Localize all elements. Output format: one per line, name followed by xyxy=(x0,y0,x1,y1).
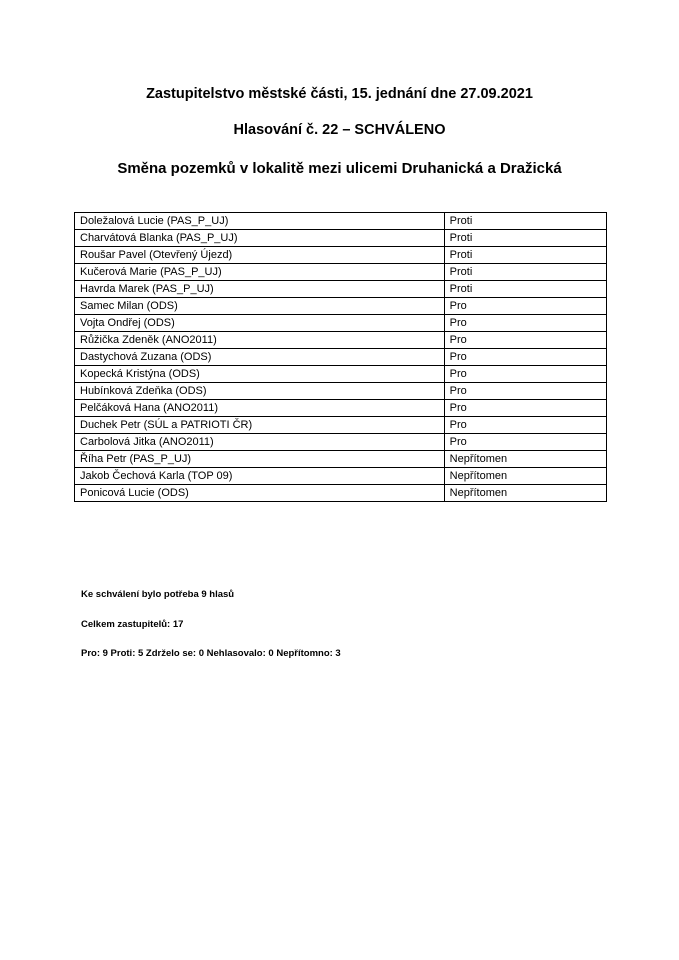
member-vote-cell: Pro xyxy=(444,400,606,417)
vote-counts-text: Pro: 9 Proti: 5 Zdrželo se: 0 Nehlasovalo: 0 Nepřítomno: 3 xyxy=(81,648,341,659)
member-vote-cell: Pro xyxy=(444,349,606,366)
table-row xyxy=(75,400,607,417)
table-row xyxy=(75,434,607,451)
meeting-title: Zastupitelstvo městské části, 15. jednání dne 27.09.2021 xyxy=(146,86,533,102)
member-name-cell: Samec Milan (ODS) xyxy=(75,298,445,315)
member-name-cell: Vojta Ondřej (ODS) xyxy=(75,315,445,332)
member-vote-cell: Pro xyxy=(444,332,606,349)
table-row xyxy=(75,451,607,468)
member-vote-cell: Pro xyxy=(444,383,606,400)
table-row xyxy=(75,366,607,383)
member-name-cell: Doležalová Lucie (PAS_P_UJ) xyxy=(75,213,445,230)
table-row xyxy=(75,383,607,400)
table-row xyxy=(75,247,607,264)
table-row xyxy=(75,264,607,281)
votes-table xyxy=(74,212,607,502)
required-votes-text: Ke schválení bylo potřeba 9 hlasů xyxy=(81,589,235,600)
member-vote-cell: Pro xyxy=(444,315,606,332)
member-vote-cell: Pro xyxy=(444,417,606,434)
member-vote-cell: Nepřítomen xyxy=(444,451,606,468)
total-members-text: Celkem zastupitelů: 17 xyxy=(81,619,184,630)
member-name-cell: Růžička Zdeněk (ANO2011) xyxy=(75,332,445,349)
member-vote-cell: Proti xyxy=(444,281,606,298)
table-row xyxy=(75,315,607,332)
votes-table-body xyxy=(75,213,607,502)
member-name-cell: Kopecká Kristýna (ODS) xyxy=(75,366,445,383)
table-row xyxy=(75,349,607,366)
table-row xyxy=(75,281,607,298)
member-name-cell: Hubínková Zdeňka (ODS) xyxy=(75,383,445,400)
member-name-cell: Jakob Čechová Karla (TOP 09) xyxy=(75,468,445,485)
table-row xyxy=(75,417,607,434)
member-name-cell: Roušar Pavel (Otevřený Újezd) xyxy=(75,247,445,264)
member-name-cell: Duchek Petr (SÚL a PATRIOTI ČR) xyxy=(75,417,445,434)
member-name-cell: Carbolová Jitka (ANO2011) xyxy=(75,434,445,451)
member-name-cell: Havrda Marek (PAS_P_UJ) xyxy=(75,281,445,298)
vote-subject: Směna pozemků v lokalitě mezi ulicemi Druhanická a Dražická xyxy=(117,160,562,177)
member-name-cell: Pelčáková Hana (ANO2011) xyxy=(75,400,445,417)
member-name-cell: Říha Petr (PAS_P_UJ) xyxy=(75,451,445,468)
table-row xyxy=(75,230,607,247)
table-row xyxy=(75,485,607,502)
member-name-cell: Dastychová Zuzana (ODS) xyxy=(75,349,445,366)
member-name-cell: Ponicová Lucie (ODS) xyxy=(75,485,445,502)
vote-number-result: Hlasování č. 22 – SCHVÁLENO xyxy=(233,122,446,138)
member-vote-cell: Proti xyxy=(444,247,606,264)
member-vote-cell: Proti xyxy=(444,264,606,281)
table-row xyxy=(75,298,607,315)
member-name-cell: Kučerová Marie (PAS_P_UJ) xyxy=(75,264,445,281)
table-row xyxy=(75,213,607,230)
member-vote-cell: Proti xyxy=(444,230,606,247)
member-vote-cell: Pro xyxy=(444,366,606,383)
member-vote-cell: Proti xyxy=(444,213,606,230)
member-vote-cell: Nepřítomen xyxy=(444,468,606,485)
member-vote-cell: Pro xyxy=(444,298,606,315)
member-vote-cell: Pro xyxy=(444,434,606,451)
member-vote-cell: Nepřítomen xyxy=(444,485,606,502)
table-row xyxy=(75,468,607,485)
member-name-cell: Charvátová Blanka (PAS_P_UJ) xyxy=(75,230,445,247)
table-row xyxy=(75,332,607,349)
